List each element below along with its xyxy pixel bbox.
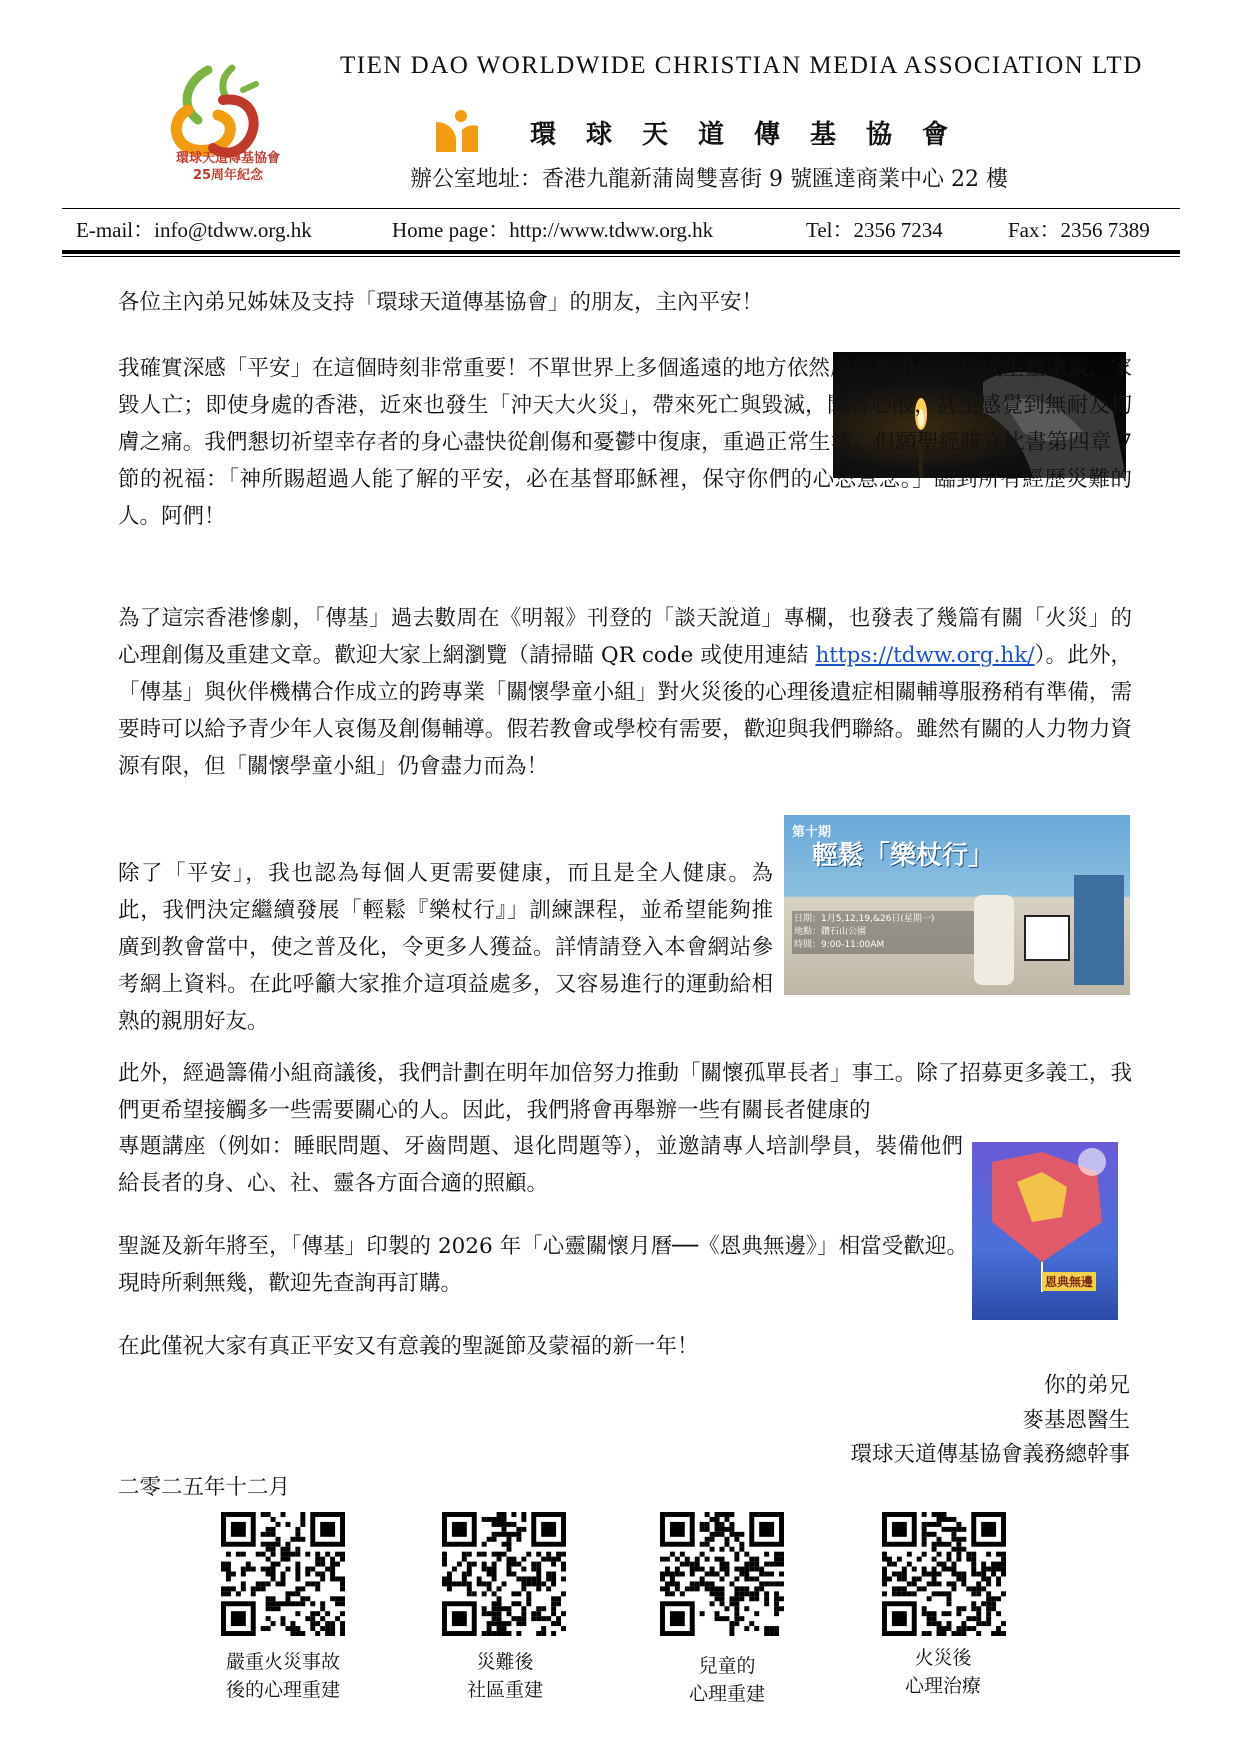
signoff-name: 麥基恩醫生	[1022, 1408, 1130, 1433]
qr-label-3-line1: 兒童的	[698, 1655, 756, 1677]
calendar-cover-image	[972, 1142, 1118, 1320]
header-thick-rule	[62, 250, 1180, 254]
paragraph-2-text-b: ）。此外，「傳基」與伙伴機構合作成立的跨專業「關懷學童小組」對火災後的心理後遺症相關輔導服務稍有準備，需要時可以給予青少年人哀傷及創傷輔導。假若教會或學校有需要，歡迎與我們聯絡。雖然有關的人力物力資源有限，但「關懷學童小組」仍會盡力而為！	[118, 643, 1132, 779]
letter-paragraph-1	[118, 350, 1132, 535]
poster-date: 日期：1月5,12,19,&26日(星期一)	[794, 914, 935, 924]
qr-label-2-line2: 社區重建	[466, 1679, 543, 1701]
poster-issue-label: 第十期	[792, 825, 832, 840]
letter-paragraph-2	[118, 600, 1132, 785]
qr-label-2-line1: 災難後	[476, 1651, 534, 1673]
contact-fax: Fax：2356 7389	[1008, 218, 1150, 242]
qr-label-3-line2: 心理重建	[688, 1683, 765, 1705]
letter-date: 二零二五年十二月	[118, 1475, 291, 1500]
qr-code-3-icon[interactable]	[660, 1512, 784, 1636]
letter-paragraph-5: 聖誕及新年將至，「傳基」印製的 2026 年「心靈關懷月曆──《恩典無邊》」相當受歡迎。現時所剩無幾，歡迎先查詢再訂購。	[118, 1234, 968, 1296]
qr-label-3	[642, 1652, 812, 1708]
qr-label-4-line2: 心理治療	[904, 1675, 981, 1697]
logo-caption-line2: 25周年紀念	[192, 168, 264, 183]
poster-photo-right	[1074, 875, 1124, 985]
header-divider	[62, 208, 1180, 209]
qr-code-4-icon[interactable]	[882, 1512, 1006, 1636]
contact-tel: Tel：2356 7234	[806, 218, 943, 242]
contact-homepage[interactable]: Home page：http://www.tdww.org.hk	[392, 218, 714, 242]
signoff-title: 環球天道傳基協會義務總幹事	[850, 1442, 1130, 1467]
signoff-salutation: 你的弟兄	[1043, 1373, 1130, 1398]
walking-program-poster	[784, 815, 1130, 995]
poster-title: 輕鬆「樂杖行」	[812, 841, 995, 871]
qr-label-1-line2: 後的心理重建	[225, 1679, 340, 1701]
org-name-zh: 環球天道傳基協會	[530, 120, 979, 150]
qr-code-1-icon[interactable]	[221, 1512, 345, 1636]
poster-venue: 地點：鑽石山公園	[794, 927, 867, 937]
logo-caption-line1: 環球天道傳基協會	[175, 151, 280, 166]
qr-label-2	[420, 1648, 590, 1704]
qr-code-2-icon[interactable]	[442, 1512, 566, 1636]
org-logo-icon	[432, 108, 490, 152]
contact-email[interactable]: E-mail：info@tdww.org.hk	[76, 218, 312, 242]
letter-blessing: 在此僅祝大家有真正平安又有意義的聖誕節及蒙福的新一年！	[118, 1334, 699, 1359]
letter-paragraph-4-cont: 專題講座（例如：睡眠問題、牙齒問題、退化問題等），並邀請專人培訓學員，裝備他們給長者的身、心、社、靈各方面合適的照顧。	[118, 1134, 963, 1196]
poster-shoe-photo	[974, 895, 1014, 985]
office-address: 辦公室地址：香港九龍新蒲崗雙喜街 9 號匯達商業中心 22 樓	[410, 167, 1008, 192]
letter-paragraph-4: 此外，經過籌備小組商議後，我們計劃在明年加倍努力推動「關懷孤單長者」事工。除了招募更多義工，我們更希望接觸多一些需要關心的人。因此，我們將會再舉辦一些有關長者健康的	[118, 1061, 1132, 1123]
calendar-balloon-icon	[972, 1142, 1118, 1320]
letter-greeting: 各位主內弟兄姊妹及支持「環球天道傳基協會」的朋友，主內平安！	[118, 290, 764, 315]
tdww-link[interactable]: https://tdww.org.hk/	[815, 643, 1035, 668]
qr-label-1	[198, 1648, 368, 1704]
org-name-en: TIEN DAO WORLDWIDE CHRISTIAN MEDIA ASSOCIATION LTD	[340, 52, 1143, 79]
qr-label-4	[858, 1644, 1028, 1700]
calendar-title: 恩典無邊	[1042, 1272, 1096, 1291]
qr-label-1-line1: 嚴重火災事故	[225, 1651, 340, 1673]
poster-time: 時間：9:00-11:00AM	[794, 940, 885, 950]
paragraph-1-text: 我確實深感「平安」在這個時刻非常重要！不單世界上多個遙遠的地方依然處於戰爭中，造成生靈塗炭、家毀人亡；即使身處的香港，近來也發生「沖天大火災」，帶來死亡與毀滅，聞者心酸，甚至感覺到無耐及切膚之痛。我們懇切祈望幸存者的身心盡快從創傷和憂鬱中復康，重過正常生活。但願聖經腓立比書第四章 7 節的祝福：「神所賜超過人能了解的平安，必在基督耶穌裡，保守你們的心思意念。」臨到所有經歷災難的人。阿們！	[118, 356, 1132, 529]
header-thin-rule	[62, 256, 1180, 257]
paragraph-2-text-a: 為了這宗香港慘劇，「傳基」過去數周在《明報》刊登的「談天說道」專欄，也發表了幾篇有關「火災」的心理創傷及重建文章。歡迎大家上網瀏覽（請掃瞄 QR code 或使用連結	[118, 606, 1132, 668]
poster-qr-icon	[1024, 915, 1070, 961]
qr-label-4-line1: 火災後	[914, 1647, 972, 1669]
poster-details	[792, 911, 976, 954]
logo-caption	[148, 150, 308, 184]
letter-paragraph-3: 除了「平安」，我也認為每個人更需要健康，而且是全人健康。為此，我們決定繼續發展「輕鬆『樂杖行』」訓練課程，並希望能夠推廣到教會當中，使之普及化，令更多人獲益。詳情請登入本會網站參考網上資料。在此呼籲大家推介這項益處多，又容易進行的運動給相熟的親朋好友。	[118, 861, 773, 1034]
